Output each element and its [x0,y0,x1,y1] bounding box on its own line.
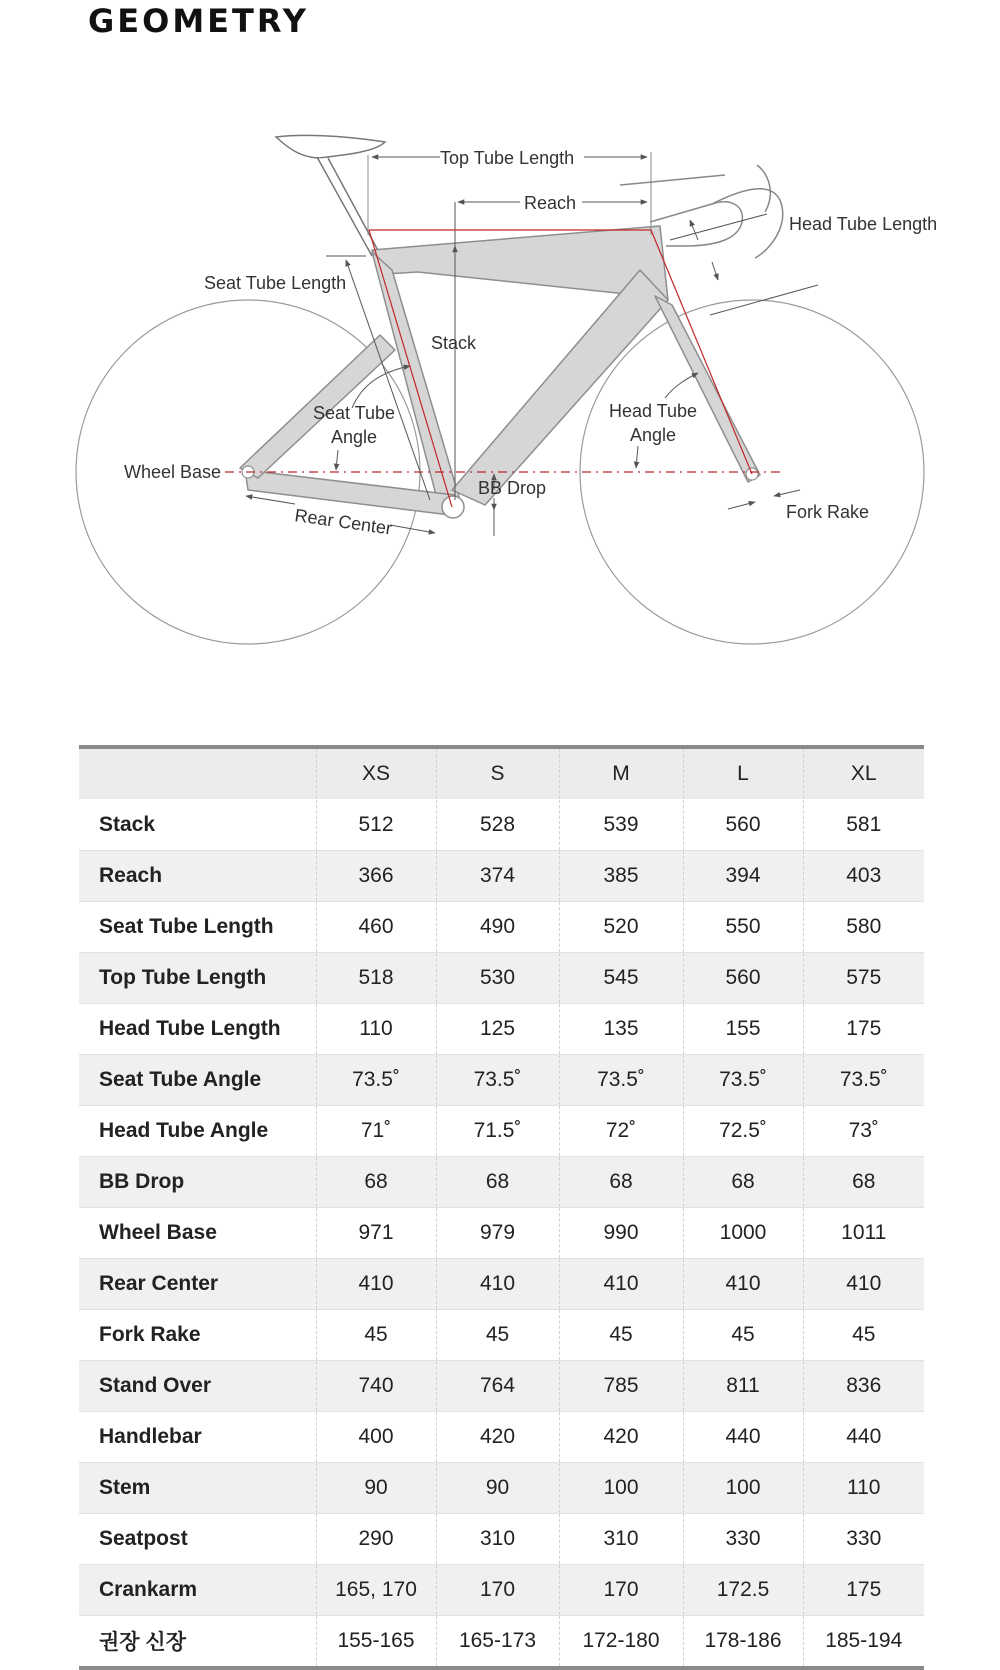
table-cell: 580 [803,902,924,953]
label-wheel-base: Wheel Base [124,462,222,482]
header-size: S [436,747,559,800]
table-cell: 394 [683,851,803,902]
table-cell: 990 [559,1208,683,1259]
table-cell: 440 [683,1412,803,1463]
row-label: 권장 신장 [79,1616,316,1669]
table-row [79,902,924,953]
bottom-bracket [442,496,464,518]
table-cell: 366 [316,851,436,902]
table-row [79,1514,924,1565]
table-cell: 68 [803,1157,924,1208]
table-cell: 165, 170 [316,1565,436,1616]
table-cell: 575 [803,953,924,1004]
table-row [79,1412,924,1463]
table-cell: 512 [316,800,436,851]
table-cell: 460 [316,902,436,953]
table-cell: 310 [559,1514,683,1565]
table-row [79,1259,924,1310]
label-fork-rake: Fork Rake [786,502,870,522]
table-cell: 100 [683,1463,803,1514]
row-label: Seat Tube Length [79,902,316,953]
row-label: Fork Rake [79,1310,316,1361]
table-cell: 530 [436,953,559,1004]
table-cell: 410 [559,1259,683,1310]
table-cell: 90 [436,1463,559,1514]
row-label: Rear Center [79,1259,316,1310]
table-cell: 110 [316,1004,436,1055]
geometry-table [79,745,924,1670]
table-cell: 764 [436,1361,559,1412]
label-seat-tube-angle-line1: Seat Tube [312,403,396,423]
table-cell: 740 [316,1361,436,1412]
row-label: Wheel Base [79,1208,316,1259]
table-cell: 73.5˚ [803,1055,924,1106]
table-row [79,1565,924,1616]
table-cell: 45 [803,1310,924,1361]
table-cell: 155 [683,1004,803,1055]
table-cell: 539 [559,800,683,851]
row-label: Head Tube Angle [79,1106,316,1157]
table-cell: 581 [803,800,924,851]
row-label: BB Drop [79,1157,316,1208]
table-cell: 290 [316,1514,436,1565]
table-cell: 1011 [803,1208,924,1259]
table-row [79,1157,924,1208]
table-cell: 545 [559,953,683,1004]
table-cell: 400 [316,1412,436,1463]
table-cell: 68 [436,1157,559,1208]
table-cell: 172.5 [683,1565,803,1616]
table-row [79,953,924,1004]
table-cell: 165-173 [436,1616,559,1669]
table-cell: 45 [436,1310,559,1361]
table-cell: 125 [436,1004,559,1055]
table-cell: 520 [559,902,683,953]
table-cell: 110 [803,1463,924,1514]
table-cell: 72.5˚ [683,1106,803,1157]
row-label: Top Tube Length [79,953,316,1004]
saddle [276,135,385,256]
table-cell: 178-186 [683,1616,803,1669]
table-row [79,1106,924,1157]
table-cell: 170 [436,1565,559,1616]
table-cell: 420 [559,1412,683,1463]
table-cell: 175 [803,1565,924,1616]
table-cell: 90 [316,1463,436,1514]
table-cell: 440 [803,1412,924,1463]
table-cell: 71.5˚ [436,1106,559,1157]
table-cell: 420 [436,1412,559,1463]
table-cell: 155-165 [316,1616,436,1669]
table-cell: 550 [683,902,803,953]
table-cell: 175 [803,1004,924,1055]
table-row [79,1055,924,1106]
row-label: Reach [79,851,316,902]
table-cell: 410 [316,1259,436,1310]
header-size: L [683,747,803,800]
row-label: Stand Over [79,1361,316,1412]
table-cell: 374 [436,851,559,902]
label-seat-tube-angle-line2: Angle [330,427,378,447]
row-label: Stack [79,800,316,851]
table-cell: 836 [803,1361,924,1412]
table-row [79,1463,924,1514]
table-cell: 330 [803,1514,924,1565]
label-head-tube-angle-line1: Head Tube [608,401,698,421]
table-row [79,800,924,851]
table-cell: 73.5˚ [316,1055,436,1106]
table-row [79,1361,924,1412]
table-row [79,1208,924,1259]
header-size: XS [316,747,436,800]
table-cell: 73˚ [803,1106,924,1157]
label-stack: Stack [431,333,477,353]
table-cell: 310 [436,1514,559,1565]
table-cell: 72˚ [559,1106,683,1157]
table-cell: 971 [316,1208,436,1259]
table-header-row [79,747,924,800]
table-cell: 330 [683,1514,803,1565]
label-rear-center: Rear Center [293,505,394,539]
table-cell: 68 [316,1157,436,1208]
header-blank [79,747,316,800]
label-head-tube-length: Head Tube Length [789,214,938,234]
label-bb-drop: BB Drop [478,478,547,498]
table-cell: 403 [803,851,924,902]
table-row [79,1004,924,1055]
table-cell: 1000 [683,1208,803,1259]
table-cell: 73.5˚ [436,1055,559,1106]
table-cell: 45 [683,1310,803,1361]
table-cell: 170 [559,1565,683,1616]
table-cell: 979 [436,1208,559,1259]
bike-geometry-diagram [0,100,1000,680]
row-label: Head Tube Length [79,1004,316,1055]
table-cell: 45 [316,1310,436,1361]
table-cell: 45 [559,1310,683,1361]
table-cell: 68 [559,1157,683,1208]
label-head-tube-angle-line2: Angle [629,425,677,445]
table-row [79,851,924,902]
table-cell: 785 [559,1361,683,1412]
table-cell: 560 [683,800,803,851]
table-cell: 518 [316,953,436,1004]
label-seat-tube-length: Seat Tube Length [204,273,347,293]
table-row [79,1616,924,1669]
page-title: GEOMETRY [88,2,309,40]
table-cell: 73.5˚ [683,1055,803,1106]
table-cell: 410 [436,1259,559,1310]
table-cell: 71˚ [316,1106,436,1157]
row-label: Seat Tube Angle [79,1055,316,1106]
label-top-tube-length: Top Tube Length [440,148,575,168]
row-label: Seatpost [79,1514,316,1565]
table-cell: 100 [559,1463,683,1514]
table-cell: 185-194 [803,1616,924,1669]
table-row [79,1310,924,1361]
row-label: Stem [79,1463,316,1514]
label-reach: Reach [524,193,577,213]
table-cell: 410 [803,1259,924,1310]
row-label: Handlebar [79,1412,316,1463]
row-label: Crankarm [79,1565,316,1616]
table-cell: 811 [683,1361,803,1412]
table-cell: 410 [683,1259,803,1310]
table-cell: 172-180 [559,1616,683,1669]
table-cell: 73.5˚ [559,1055,683,1106]
table-cell: 135 [559,1004,683,1055]
header-size: XL [803,747,924,800]
header-size: M [559,747,683,800]
table-cell: 560 [683,953,803,1004]
table-cell: 68 [683,1157,803,1208]
table-cell: 528 [436,800,559,851]
table-cell: 385 [559,851,683,902]
table-cell: 490 [436,902,559,953]
